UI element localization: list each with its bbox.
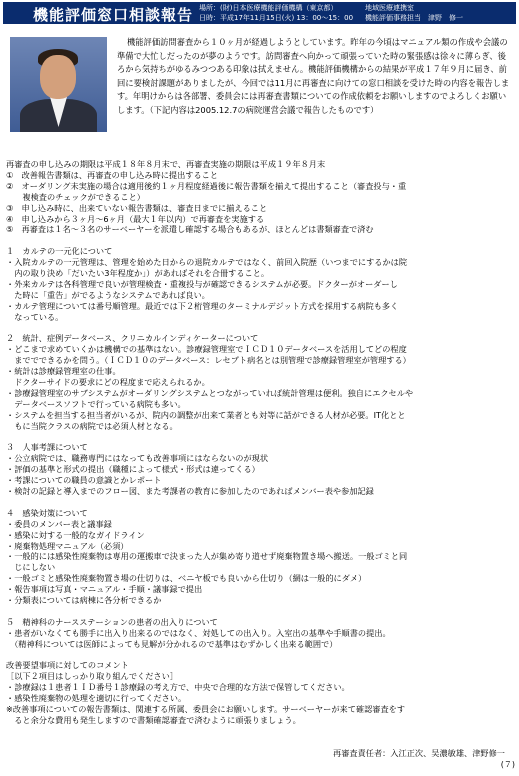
body-line: データベースソフトで行っている病院も多い。 xyxy=(6,398,186,409)
body-line: ・カルテ管理については番号順管理。最近では下２桁管理のターミナルデジット方式を採用する病院も多く xyxy=(6,300,399,311)
portrait-photo xyxy=(10,37,107,132)
body-line: た時に「重告」がでるようなシステムであれば良い。 xyxy=(6,289,210,300)
body-line: ・考課についての職員の意識とかレポート xyxy=(6,475,162,486)
body-line: ると余分な費用も発生しますので書類確認審査で済むように頑張りましょう。 xyxy=(6,714,301,725)
body-line: ・外来カルテは各科管理で良いが管理検査・重複投与が確認できるシステムが必要。ドクターがオーダーし xyxy=(6,278,398,289)
body-line: ［以下２項目はしっかり取り組んでください］ xyxy=(6,671,178,682)
body-line: ・一般ゴミと感染性廃棄物置き場の仕切りは、ベニヤ板でも良いから仕切り（網は一般的にダメ） xyxy=(6,573,367,584)
report-header xyxy=(3,2,516,24)
body-line: ・どこまで求めていくかは機構での基準はない。診療録管理室でＩＣＤ１０データベースを活用してどの程度 xyxy=(6,344,407,355)
body-line: ５ 精神科のナースステーションの患者の出入りについて xyxy=(6,616,218,627)
body-line: 複検査のチェックができること） xyxy=(6,191,145,202)
body-line: 改善要望事項に対してのコメント xyxy=(6,660,129,671)
date-line: 日時：平成17年11月15日(火) 13：00～15：00 xyxy=(199,14,354,22)
body-line: ・感染に対する一般的なガイドライン xyxy=(6,529,145,540)
intro-paragraph: 機能評価訪問審査から１０ヶ月が経過しようとしています。昨年の今頃はマニュアル類の作成や会議の準備で大忙しだったのが夢のようです。訪問審査へ向かって頑張っていた時の緊張感は徐々に薄らぎ、後ろから気持ちがゆるみつつある印象は拭えません。機能評価機構からの結果が平成１７年９月に届き、前回に要検討課題がありましたが、今回では11月に再審査に向けての窓口相談を受けた時の内容を報告します。年明けからは各部署、委員会には再審査書類についての作成依頼をお願いしますのでよろしくお願いします。（下記内容は2005.12.7の病院運営会議で報告したものです） xyxy=(117,37,510,115)
body-line: ・公立病院では、職務専門にはなっても改善事項にはならないのが現状 xyxy=(6,453,269,464)
body-line: ④ 申し込みから３ヶ月～6ヶ月（最大１年以内）で再審査を実施する xyxy=(6,213,265,224)
body-line: ・システムを担当する担当者がいるが、院内の調整が出来て業者とも対等に話ができる人材が必要。IT化とと xyxy=(6,409,406,420)
body-line: ・一般的には感染性廃棄物は専用の運搬車で決まった人が集め寄り道せず廃棄物置き場へ搬送。一般ゴミと同 xyxy=(6,551,408,562)
body-line: １ カルテの一元化について xyxy=(6,246,113,257)
body-line: もに当院クラスの病院では必須人材となる。 xyxy=(6,420,178,431)
body-line: ③ 申し込み時に、出来ていない報告書類は、審査日までに揃えること xyxy=(6,202,268,213)
body-line: ・報告事項は写真・マニュアル・手順・議事録で提出 xyxy=(6,584,203,595)
body-line: 内の取り決め「だいたい3年程度か」）があればそれを合冊すること。 xyxy=(6,268,270,278)
body-line: ３ 人事考課について xyxy=(6,442,88,453)
body-line: ⑤ 再審査は１名～３名のサーベーヤーを派遣し確認する場合もあるが、ほとんどは書類審査で済む xyxy=(6,224,374,235)
body-line: ・診療録管理室のサブシステムがオーダリングシステムとつながっていれば統計管理は便利。独自にエクセルや xyxy=(6,387,414,398)
body-line: ※改善事項についての報告書類は、関連する所属、委員会にお願いします。サーベーヤーが来て確認審査をす xyxy=(6,704,406,714)
body-line: ４ 感染対策について xyxy=(6,507,88,518)
body-line: ・評価の基準と形式の提出（職種によって様式・形式は違ってくる） xyxy=(6,464,260,475)
body-line: ドクターサイドの要求にどの程度まで応えられるか。 xyxy=(6,377,210,387)
page-number: (７) xyxy=(500,760,515,769)
body-line: ・廃棄物処理マニュアル（必須） xyxy=(6,540,129,551)
body-line: ・分類表については病棟に各分析できるか xyxy=(6,595,162,605)
body-line: 再審査の申し込みの期限は平成１８年８月末で、再審査実施の期限は平成１９年８月末 xyxy=(6,159,326,169)
body-line: ・診療録は１患者１ＩＤ番号１診療録の考え方で、中央で合理的な方法で保管してください。 xyxy=(6,682,350,693)
body-line: まででできるかを問う。（ＩＣＤ１０のデータベース：レセプト病名とは別管理で診療録管理室が管理する） xyxy=(6,355,411,366)
body-line: ・感染性廃棄物の処理を適切に行ってください。 xyxy=(6,693,187,704)
report-title: 機能評価窓口相談報告 xyxy=(33,6,194,24)
body-line: ② オーダリング未実施の場合は適用後約１ヶ月程度経過後に報告書類を揃えて提出すること（審査投与・重 xyxy=(6,180,407,191)
signature: 再審査責任者：入江正次、吴濃敏雄、津野修一 xyxy=(333,748,505,758)
body-line: ・入院カルテの一元管理は、管理を始めた日からの退院カルテではなく、前回入院歴（いつまでにするかは院 xyxy=(6,257,408,268)
body-line: ２ 統計、症例データベース、クリニカルインディケーターについて xyxy=(6,333,259,344)
body-line: ・委員のメンバー表と議事録 xyxy=(6,518,112,529)
body-line: （精神科については医師によっても見解が分かれるので基準はむずかしく出来る範囲で） xyxy=(6,638,338,649)
body-line: なっている。 xyxy=(6,311,64,322)
body-line: じにしない xyxy=(6,562,56,573)
body-line: ・検討の記録と導入までのフロー図、また考課者の教育に参加したのであればメンバー表や参加記録 xyxy=(6,486,374,496)
body-line: ・統計は診療録管理室の仕事。 xyxy=(6,366,121,377)
body-line: ① 改善報告書類は、再審査の申し込み時に提出すること xyxy=(6,169,219,180)
body-line: ・患者がいなくても勝手に出入り出来るのではなく、対処しての出入り。入室出の基準や手順書の提出。 xyxy=(6,627,391,638)
department-name: 地域医療連携室 xyxy=(365,4,414,12)
reporter-name: 機能評価事務担当 津野 修一 xyxy=(365,14,463,22)
place-line: 場所：(財)日本医療機能評価機構（東京都） xyxy=(199,4,338,12)
